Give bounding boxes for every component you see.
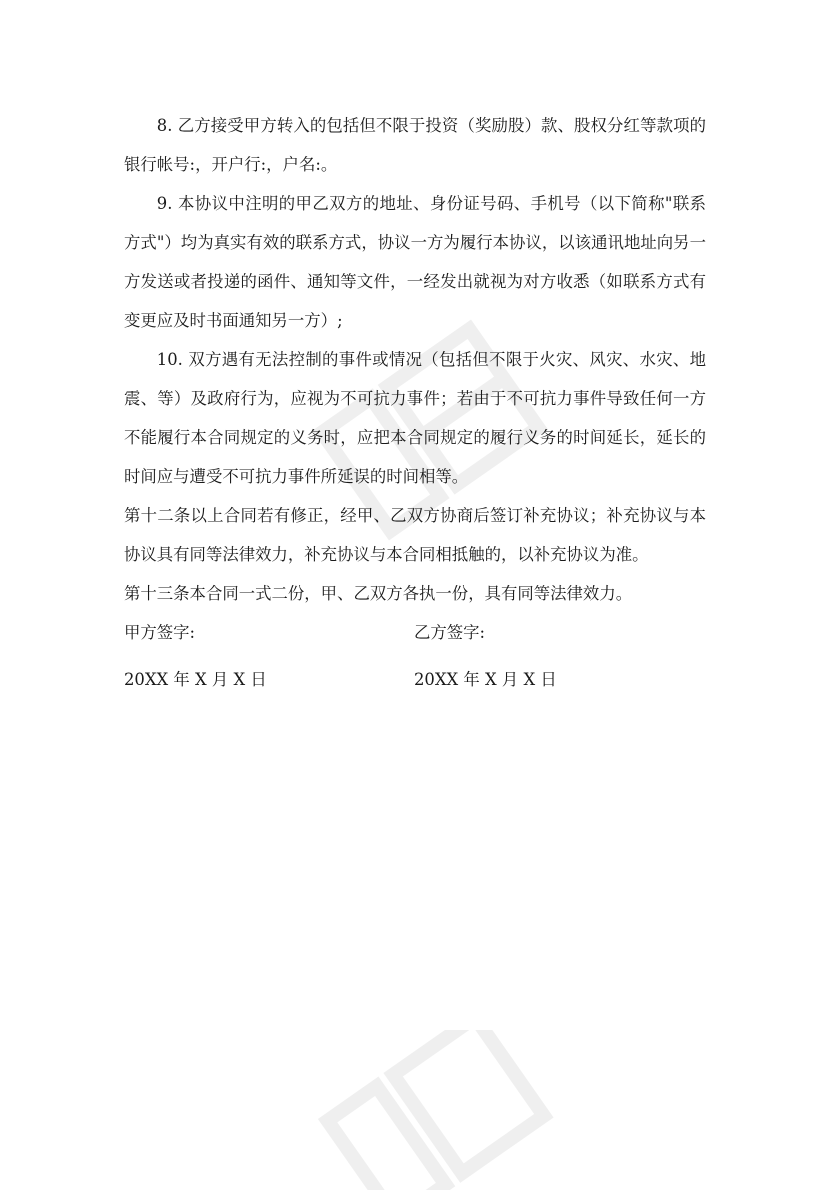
party-a-signature-label: 甲方签字: [124, 623, 196, 642]
signature-row [124, 613, 706, 656]
clause-9: 9. 本协议中注明的甲乙双方的地址、身份证号码、手机号（以下简称"联系方式"）均为真实有效的联系方式，协议一方为履行本协议，以该通讯地址向另一方发送或者投递的函件、通知等文件，一经发出就视为对方收悉（如联系方式有变更应及时书面通知另一方）; [124, 194, 706, 330]
article-13: 第十三条本合同一式二份，甲、乙双方各执一份，具有同等法律效力。 [124, 584, 633, 603]
document-body [124, 106, 706, 703]
clause-10: 10. 双方遇有无法控制的事件或情况（包括但不限于火灾、风灾、水灾、地震、等）及政府行为，应视为不可抗力事件；若由于不可抗力事件导致任何一方不能履行本合同规定的义务时，应把本合同规定的履行义务的时间延长，延长的时间应与遭受不可抗力事件所延误的时间相等。 [124, 350, 706, 486]
date-row [124, 660, 706, 703]
party-b-date: 20XX 年 X 月 X 日 [414, 670, 557, 689]
watermark-graphic-bottom [300, 1030, 560, 1190]
article-12: 第十二条以上合同若有修正，经甲、乙双方协商后签订补充协议；补充协议与本协议具有同等法律效力，补充协议与本合同相抵触的，以补充协议为准。 [124, 506, 706, 564]
party-a-date: 20XX 年 X 月 X 日 [124, 670, 267, 689]
party-b-signature-label: 乙方签字: [414, 623, 486, 642]
clause-8: 8. 乙方接受甲方转入的包括但不限于投资（奖励股）款、股权分红等款项的银行帐号:，开户行:，户名:。 [124, 116, 706, 174]
